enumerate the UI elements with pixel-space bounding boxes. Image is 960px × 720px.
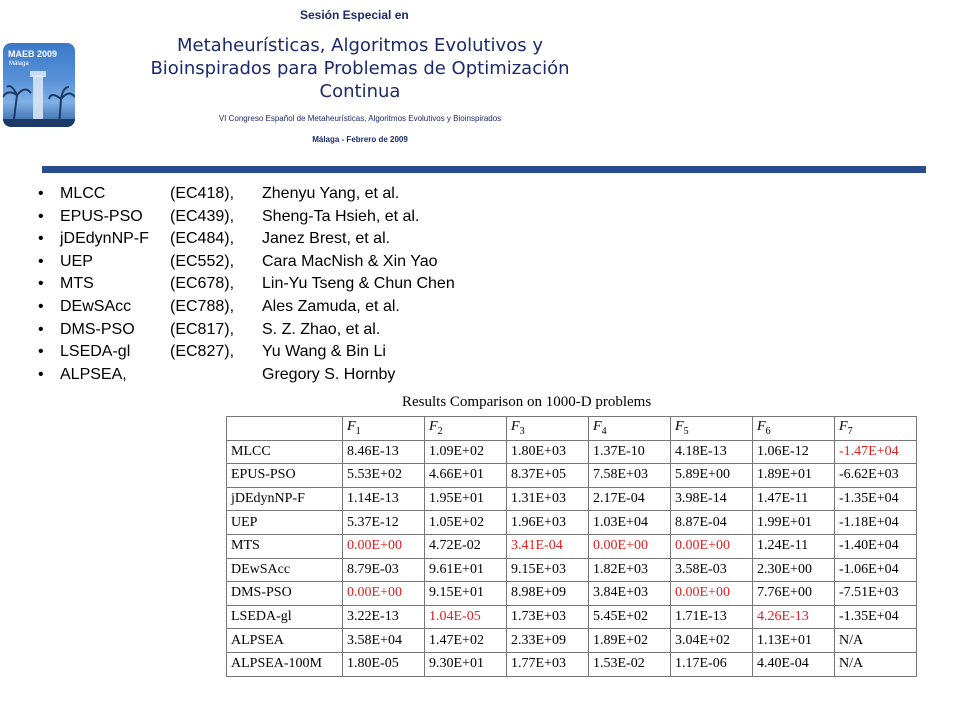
table-cell: 1.13E+01 [753,629,835,653]
bullet-icon: • [38,230,44,248]
row-label: DEwSAcc [227,558,343,582]
palm-tower-icon [3,67,75,127]
row-label: MTS [227,534,343,558]
table-cell: 3.22E-13 [343,605,425,629]
table-cell: 8.98E+09 [507,582,589,606]
algorithm-code: (EC817), [170,320,235,338]
row-label: EPUS-PSO [227,464,343,488]
table-cell: 3.84E+03 [589,582,671,606]
table-row [227,487,917,511]
row-label: jDEdynNP-F [227,487,343,511]
algorithm-name: EPUS-PSO [60,207,143,225]
title-line-1: Metaheurísticas, Algoritmos Evolutivos y [177,35,543,56]
column-header-label: $F_1$ [347,419,361,438]
table-cell: 7.76E+00 [753,582,835,606]
algorithm-authors: Gregory S. Hornby [262,365,396,383]
table-cell: 1.47E-11 [753,487,835,511]
algorithm-authors: Yu Wang & Bin Li [262,343,386,361]
table-cell: 1.77E+03 [507,652,589,676]
table-row [227,558,917,582]
column-header-label: $F_5$ [675,419,689,438]
table-cell: 5.45E+02 [589,605,671,629]
results-table [226,416,917,677]
algorithm-name: LSEDA-gl [60,343,131,361]
row-label: LSEDA-gl [227,605,343,629]
algorithm-code: (EC552), [170,252,235,270]
header-corner [227,417,343,441]
table-cell: 0.00E+00 [671,582,753,606]
table-cell: 4.18E-13 [671,440,753,464]
algorithm-name: MTS [60,275,94,293]
table-cell: 9.15E+01 [425,582,507,606]
table-cell: 4.26E-13 [753,605,835,629]
algorithm-code: (EC788), [170,297,235,315]
table-cell: 8.87E-04 [671,511,753,535]
table-cell: 5.37E-12 [343,511,425,535]
algorithm-authors: Sheng-Ta Hsieh, et al. [262,207,420,225]
column-header-label: $F_4$ [593,419,607,438]
table-cell: -1.06E+04 [835,558,917,582]
table-cell: 1.47E+02 [425,629,507,653]
table-row [227,605,917,629]
table-cell: -1.35E+04 [835,605,917,629]
maeb-logo [3,43,75,127]
table-cell: 1.96E+03 [507,511,589,535]
algorithm-name: DMS-PSO [60,320,135,338]
table-cell: 1.31E+03 [507,487,589,511]
algorithm-code: (EC827), [170,343,235,361]
column-header [671,417,753,441]
table-cell: -1.47E+04 [835,440,917,464]
table-cell: 1.73E+03 [507,605,589,629]
table-cell: 9.15E+03 [507,558,589,582]
table-cell: 5.53E+02 [343,464,425,488]
table-row [227,534,917,558]
bullet-icon: • [38,275,44,293]
table-cell: 3.41E-04 [507,534,589,558]
table-cell: -1.35E+04 [835,487,917,511]
algorithm-code: (EC484), [170,230,235,248]
column-header [425,417,507,441]
algorithm-code: (EC678), [170,275,235,293]
column-header [753,417,835,441]
column-header-label: $F_2$ [429,419,443,438]
table-cell: 1.53E-02 [589,652,671,676]
table-cell: 0.00E+00 [589,534,671,558]
algorithm-authors: Zhenyu Yang, et al. [262,185,400,202]
table-cell: 1.82E+03 [589,558,671,582]
congress-name: VI Congreso Español de Metaheurísticas, Algoritmos Evolutivos y Bioinspirados [218,114,502,123]
table-cell: 3.58E-03 [671,558,753,582]
table-header-row [227,417,917,441]
table-row [227,652,917,676]
bullet-icon: • [38,185,44,202]
bullet-icon: • [38,320,44,338]
table-cell: 0.00E+00 [343,534,425,558]
algorithm-authors: S. Z. Zhao, et al. [262,320,381,338]
table-cell: 4.40E-04 [753,652,835,676]
table-cell: -1.18E+04 [835,511,917,535]
column-header [589,417,671,441]
table-cell: -6.62E+03 [835,464,917,488]
algorithm-name: MLCC [60,185,106,202]
table-cell: 8.46E-13 [343,440,425,464]
row-label: UEP [227,511,343,535]
bullet-icon: • [38,207,44,225]
table-cell: N/A [835,629,917,653]
table-cell: 8.37E+05 [507,464,589,488]
table-cell: 2.33E+09 [507,629,589,653]
title-line-2: Bioinspirados para Problemas de Optimización [150,58,570,79]
table-cell: 1.89E+02 [589,629,671,653]
bullet-icon: • [38,297,44,315]
divider [42,166,926,173]
table-cell: 8.79E-03 [343,558,425,582]
table-title: Results Comparison on 1000-D problems [402,394,652,410]
table-cell: 2.17E-04 [589,487,671,511]
algorithm-authors: Ales Zamuda, et al. [262,297,400,315]
algorithm-code: (EC418), [170,185,235,202]
table-cell: 4.66E+01 [425,464,507,488]
title-line-3: Continua [319,81,401,102]
event-date: Málaga - Febrero de 2009 [312,135,408,144]
table-cell: 9.30E+01 [425,652,507,676]
table-cell: 9.61E+01 [425,558,507,582]
table-cell: 1.71E-13 [671,605,753,629]
table-row [227,464,917,488]
bullet-icon: • [38,343,44,361]
table-cell: 1.80E-05 [343,652,425,676]
column-header-label: $F_3$ [511,419,525,438]
table-cell: 3.58E+04 [343,629,425,653]
table-cell: 0.00E+00 [343,582,425,606]
table-cell: 1.06E-12 [753,440,835,464]
table-cell: 1.04E-05 [425,605,507,629]
logo-title: MAEB 2009 [8,49,58,59]
bullet-icon: • [38,365,44,383]
table-cell: -1.40E+04 [835,534,917,558]
column-header [835,417,917,441]
table-cell: 1.37E-10 [589,440,671,464]
table-row [227,511,917,535]
algorithm-code: (EC439), [170,207,235,225]
row-label: ALPSEA-100M [227,652,343,676]
column-header-label: $F_7$ [839,419,853,438]
table-cell: 1.03E+04 [589,511,671,535]
table-cell: 1.95E+01 [425,487,507,511]
algorithm-authors: Cara MacNish & Xin Yao [262,252,438,270]
table-cell: 1.99E+01 [753,511,835,535]
table-cell: -7.51E+03 [835,582,917,606]
algorithm-name: jDEdynNP-F [60,230,149,248]
table-cell: 1.24E-11 [753,534,835,558]
table-cell: 4.72E-02 [425,534,507,558]
column-header [343,417,425,441]
logo-subtitle: Málaga [9,61,29,67]
algorithm-name: DEwSAcc [60,297,132,315]
algorithm-name: UEP [60,252,93,270]
algorithm-name: ALPSEA, [60,365,127,383]
session-label: Sesión Especial en [300,8,409,22]
table-cell: 3.98E-14 [671,487,753,511]
row-label: DMS-PSO [227,582,343,606]
table-cell: 5.89E+00 [671,464,753,488]
table-cell: 0.00E+00 [671,534,753,558]
table-cell: 7.58E+03 [589,464,671,488]
row-label: ALPSEA [227,629,343,653]
page-title [110,34,610,103]
table-row [227,582,917,606]
table-cell: 1.80E+03 [507,440,589,464]
algorithm-authors: Janez Brest, et al. [262,230,391,248]
row-label: MLCC [227,440,343,464]
bullet-icon: • [38,252,44,270]
table-row [227,440,917,464]
table-cell: 1.89E+01 [753,464,835,488]
table-cell: 3.04E+02 [671,629,753,653]
table-cell: 2.30E+00 [753,558,835,582]
table-cell: 1.09E+02 [425,440,507,464]
table-cell: N/A [835,652,917,676]
column-header [507,417,589,441]
table-row [227,629,917,653]
table-cell: 1.14E-13 [343,487,425,511]
column-header-label: $F_6$ [757,419,771,438]
table-cell: 1.17E-06 [671,652,753,676]
algorithm-authors: Lin-Yu Tseng & Chun Chen [262,275,455,293]
table-cell: 1.05E+02 [425,511,507,535]
